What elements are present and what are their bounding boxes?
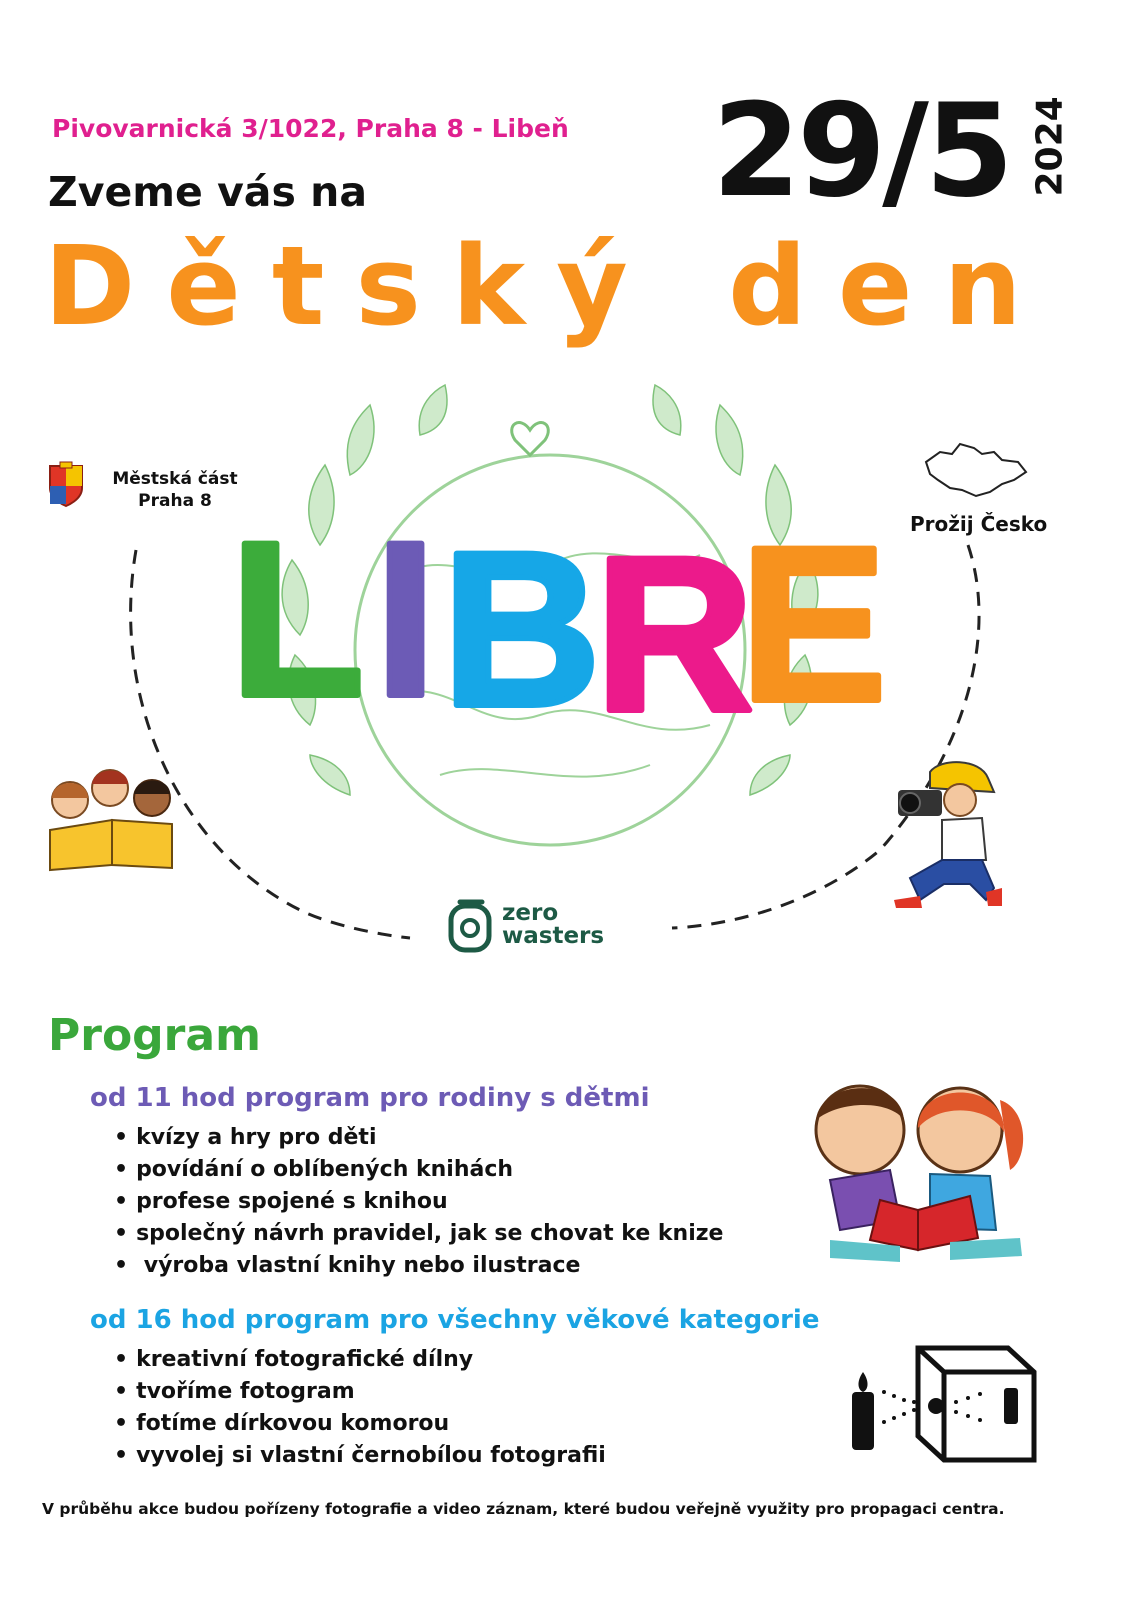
list-item: • tvoříme fotogram — [114, 1376, 606, 1408]
czech-map-icon — [922, 440, 1032, 502]
list-item: • výroba vlastní knihy nebo ilustrace — [114, 1250, 723, 1282]
event-address: Pivovarnická 3/1022, Praha 8 - Libeň — [52, 114, 569, 143]
list-item: • kreativní fotografické dílny — [114, 1344, 606, 1376]
zero-wasters-line2: wasters — [502, 923, 605, 949]
partner-left-line2: Praha 8 — [138, 491, 212, 512]
zero-wasters-line1: zero — [502, 900, 559, 926]
list-item: • povídání o oblíbených knihách — [114, 1154, 723, 1186]
program-block2-title: od 16 hod program pro všechny věkové kategorie — [90, 1305, 820, 1335]
zero-wasters-icon — [448, 898, 492, 954]
photographer-kid-illustration — [890, 760, 1005, 910]
list-item: • profese spojené s knihou — [114, 1186, 723, 1218]
event-year: 2024 — [1029, 96, 1071, 197]
program-block2-list — [114, 1344, 606, 1472]
list-item: • společný návrh pravidel, jak se chovat ke knize — [114, 1218, 723, 1250]
zero-wasters-logo — [448, 898, 648, 958]
program-heading: Program — [48, 1010, 261, 1061]
list-item: • vyvolej si vlastní černobílou fotografii — [114, 1440, 606, 1472]
coat-of-arms-icon — [48, 462, 84, 508]
libre-letter-b: B — [442, 506, 601, 752]
event-title: Dětský den — [44, 222, 1053, 350]
program-block1-title: od 11 hod program pro rodiny s dětmi — [90, 1083, 650, 1113]
photo-disclaimer: V průběhu akce budou pořízeny fotografie a video záznam, které budou veřejně využity pro propagaci centra. — [42, 1500, 1005, 1518]
program-block1-list — [114, 1122, 723, 1282]
libre-letter-r: R — [595, 511, 754, 757]
libre-letter-i: I — [375, 496, 437, 742]
invitation-text: Zveme vás na — [48, 168, 367, 216]
pinhole-camera-icon — [848, 1342, 1038, 1467]
list-item: • fotíme dírkovou komorou — [114, 1408, 606, 1440]
two-kids-book-illustration — [800, 1070, 1040, 1270]
event-date: 29/5 — [712, 77, 1010, 226]
libre-letter-e: E — [740, 501, 887, 747]
libre-logo — [220, 395, 910, 855]
partner-right-label: Prožij Česko — [910, 512, 1048, 536]
kids-reading-illustration — [40, 760, 190, 870]
libre-letter-l: L — [230, 496, 365, 742]
list-item: • kvízy a hry pro děti — [114, 1122, 723, 1154]
partner-left-line1: Městská část — [112, 469, 238, 489]
